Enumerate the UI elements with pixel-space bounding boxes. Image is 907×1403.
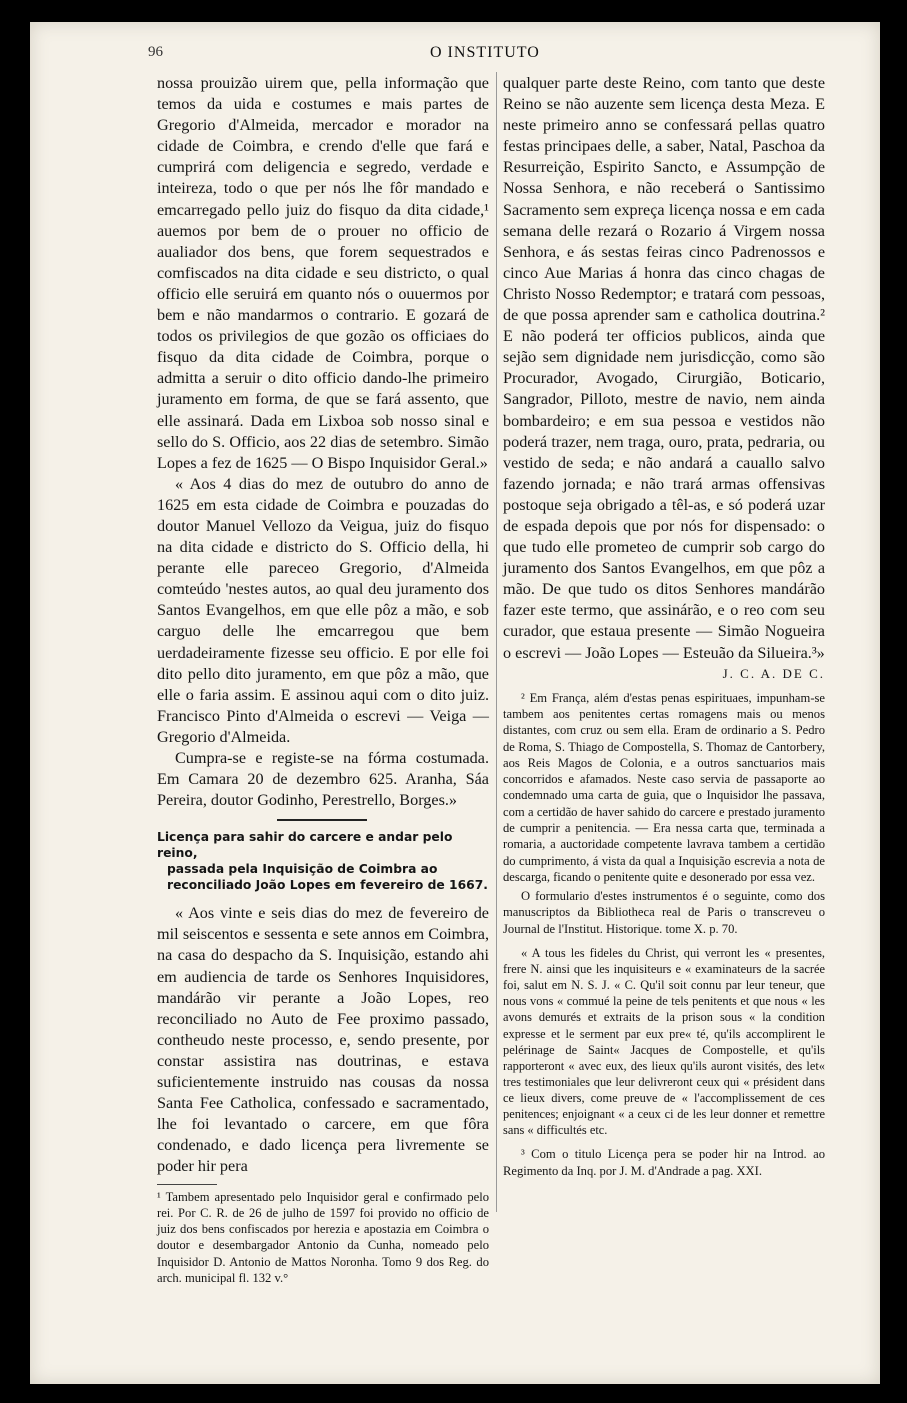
page-number: 96 [148,44,163,60]
right-column [503,73,825,1179]
left-column [157,73,489,1286]
left-paragraph-1: nossa prouizão uirem que, pella informação que temos da uida e costumes e mais partes de Gregorio d'Almeida, mercador e morador na cidade de Coimbra, e crendo d'elle que fará e cumprirá com deligencia e segredo, verdade e inteireza, todo o que per nós lhe fôr mandado e emcarregado pello juiz do fisquo da dita cidade,¹ auemos por bem de o prouer no officio de aualiador dos bens, que forem sequestrados e comfiscados na dita cidade e seu districto, o qual officio elle seruirá em quanto nós o ouuermos por bem e não mandarmos o contrario. E gozará de todos os privilegios de que gozão os officiaes do fisquo da dita cidade de Coimbra, porque o admitta a seruir o dito officio dando-lhe primeiro juramento em forma, de que se fará assento, que elle assinará. Dada em Lixboa sob nosso sinal e sello do S. Officio, aos 22 dias de setembro. Simão Lopes a fez de 1625 — O Bispo Inquisidor Geral.» [157,74,489,472]
ornamental-rule [157,811,489,829]
right-paragraph-1: qualquer parte deste Reino, com tanto que deste Reino se não auzente sem licença desta Meza. E neste primeiro anno se confessará pellas quatro festas principaes delle, a saber, Natal, Paschoa da Resurreição, Espirito Sancto, e Assumpção de Nossa Senhora, e não receberá o Santissimo Sacramento sem expreça licença nossa e em cada semana delle rezará o Rozario á Virgem nossa Senhora, e ás sestas feiras cinco Padrenossos e cinco Aue Marias á honra das cinco chagas de Christo Nosso Redemptor; e tratará com pessoas, de que possa aprender sam e catholica doutrina.² E não poderá ter officios publicos, ainda que sejão sem dignidade nem jurisdicção, como são Procurador, Avogado, Cirurgião, Boticario, Sangrador, Pilloto, mestre de navio, nem ainda bombardeiro; e em sua pessoa e vestidos não poderá trazer, nem traga, ouro, prata, pedraria, ou vestido de seda; e não andará a cauallo salvo fazendo jornada; e não trará armas offensivas postoque seja obrigado a têl-as, e só poderá uzar de espada depois que por nós for dispensado: o que tudo elle prometeo de cumprir sob cargo do juramento dos Santos Evangelhos, em que pôz a mão. De que tudo os ditos Senhores mandárão fazer este termo, que assinárão, e o reo com seu curador, que estaua presente — Simão Nogueira o escrevi — João Lopes — Esteuão da Silueira.³» [503,74,825,662]
section-heading-line-1: Licença para sahir do carcere e andar pelo reino, [157,830,453,861]
footnote-1: ¹ Tambem apresentado pelo Inquisidor geral e confirmado pelo rei. Por C. R. de 26 de julho de 1597 foi provido no officio de juiz dos bens confiscados por herezia e apostazia em Coimbra o doutor e desembargador Antonio da Cunha, nomeado pelo Inquisidor D. Antonio de Mattos Noronha. Tomo 9 dos Reg. do arch. municipal fl. 132 v.° [157,1189,489,1285]
section-heading [157,829,489,893]
footnote-3: ³ Com o titulo Licença pera se poder hir na Introd. ao Regimento da Inq. por J. M. d'Andrade a pag. XXI. [503,1147,825,1178]
french-quote: « A tous les fideles du Christ, qui verront les « presentes, frere N. ainsi que les inquisiteurs e « examinateurs de la sacrée foi, salut em N. S. J. « C. Qu'il soit connu par leur teneur, que nous vons « commué la peine de tels penitents et que nous « les avons demurés et extraits de la prison sous « la condition expresse et le serment par eux pre« té, qu'ils accomplirent le pelérinage de Saint« Jacques de Compostelle, et qu'ils rapporteront « avec eux, des lieux qu'ils auront visités, des let« tres testimoniales que leur delivreront ceux qui « président dans ce lieux divers, come preuve de « l'accomplissement de ces penitences; enjoignant « a ceux ci de les leur donner et remettre sans « difficultés etc. [503,946,825,1138]
signature: J. C. A. DE C. [722,665,825,681]
left-paragraph-4: « Aos vinte e seis dias do mez de fevereiro de mil seiscentos e sessenta e sete annos em Coimbra, na casa do despacho da S. Inquisição, estando ahi em audiencia de tarde os Senhores Inquisidores, mandárão vir perante a João Lopes, reo reconciliado no Auto de Fee proximo passado, contheudo neste processo, e, sendo presente, por constar assistira nas doutrinas, e estava suficientemente instruido nas cousas da nossa Santa Fee Catholica, confessado e sacramentado, lhe foi levantado o carcere, em que fôra condenado, e dado licença pera livremente se poder hir pera [157,904,489,1176]
left-paragraph-2: « Aos 4 dias do mez de outubro do anno de 1625 em esta cidade de Coimbra e pouzadas do doutor Manuel Vellozo da Veigua, juiz do fisquo na dita cidade e districto do S. Officio della, hi perante elle pareceo Gregorio, d'Almeida comteúdo 'nestes autos, ao qual deu juramento dos Santos Evangelhos, em que elle pôz a mão, e sob carguo delle lhe emcarregou que bem uerdadeiramente fizesse seu officio. E por elle foi dito pello dito juramento, em que pôz a mão, que elle o faria assim. E assinou aqui com o dito juiz. Francisco Pinto d'Almeida o escrevi — Veiga — Gregorio d'Almeida. [157,474,489,746]
column-divider [496,72,497,1212]
running-head: O INSTITUTO [430,44,540,61]
note-2-continued: O formulario d'estes instrumentos é o seguinte, como dos manuscriptos da Bibliotheca real de Paris o transcreveu o Journal de l'Institut. Historique. tome X. p. 70. [503,889,825,936]
section-heading-line-2: passada pela Inquisição de Coimbra ao reconciliado João Lopes em fevereiro de 1667. [167,862,488,893]
left-paragraph-3: Cumpra-se e registe-se na fórma costumada. Em Camara 20 de dezembro 625. Aranha, Sáa Pereira, doutor Godinho, Perestrello, Borges.» [157,749,489,810]
footnote-rule [157,1184,217,1185]
note-2: ² Em França, além d'estas penas espirituaes, impunham-se tambem aos penitentes certas romagens mais ou menos distantes, com cruz ou sem ella. Eram de ordinario a S. Pedro de Roma, S. Thiago de Compostella, S. Thomaz de Cantorbery, aos Reis Magos de Colonia, e a outros sanctuarios mais concorridos e afamados. Neste caso servia de passaporte ao condemnado uma carta de guia, que o Inquisidor lhe passava, com a certidão de haver sahido do carcere e prestado juramento de cumprir a penitencia. — Era nessa carta que, terminada a romaria, a auctoridade competente lavrava tambem a certidão do cumprimento, á vista da qual a Inquisição escrevia a nota de descarga, ficando o penitente quite e desonerado por essa vez. [503,690,825,884]
